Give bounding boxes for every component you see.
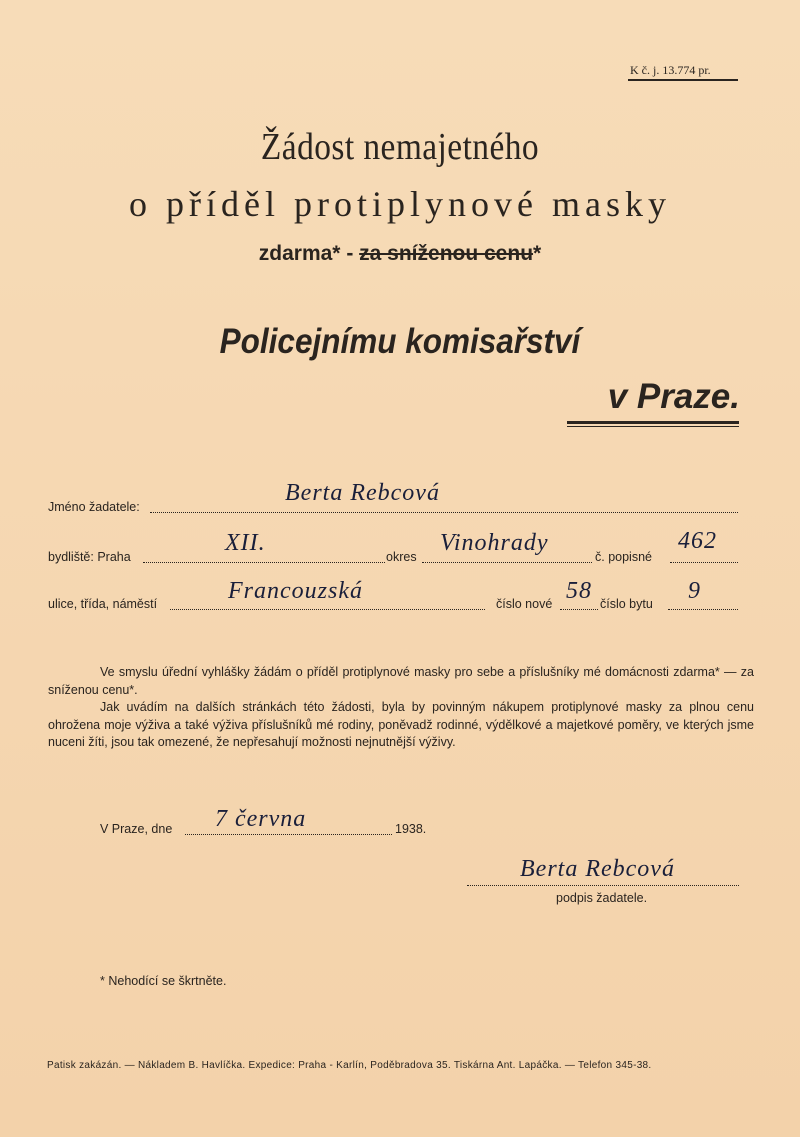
- declaration-text: [48, 664, 754, 752]
- name-label: Jméno žadatele:: [48, 500, 140, 514]
- okres-dotted-line: [422, 561, 592, 563]
- declaration-paragraph-2: Jak uvádím na dalších stránkách této žádosti, byla by povinným nákupem protiplynové masky za plnou cenu ohrožena moje výživa a také výživa příslušníků mé rodiny, poněvadž rodinné, výdělkové a majetkové poměry, ve kterých jsme nuceni žíti, jsou tak omezené, že nepřesahují možnosti nejnutnější výživy.: [48, 700, 754, 749]
- addressee-city: v Praze.: [607, 377, 740, 416]
- district-value[interactable]: XII.: [225, 530, 266, 556]
- date-label: V Praze, dne: [100, 822, 173, 836]
- cislo-bytu-value[interactable]: 9: [688, 578, 701, 604]
- cislo-nove-value[interactable]: 58: [566, 578, 592, 604]
- cislo-bytu-label: číslo bytu: [600, 597, 653, 611]
- name-value[interactable]: Berta Rebcová: [285, 480, 440, 506]
- cislo-bytu-dotted-line: [668, 608, 738, 610]
- city-underline-thin: [567, 426, 739, 427]
- price-reduced-struck: za sníženou cenu: [359, 242, 534, 265]
- declaration-paragraph-1: Ve smyslu úřední vyhlášky žádám o příděl protiplynové masky pro sebe a příslušníky mé domácnosti zdarma* — za sníženou cenu*.: [48, 665, 754, 697]
- popisne-dotted-line: [670, 561, 738, 563]
- signature-dotted-line: [467, 884, 739, 886]
- street-value[interactable]: Francouzská: [228, 578, 363, 604]
- signature-value[interactable]: Berta Rebcová: [520, 856, 675, 882]
- price-reduced-asterisk: *: [533, 242, 542, 265]
- date-value[interactable]: 7 června: [215, 806, 307, 832]
- date-year: 1938.: [395, 822, 427, 836]
- signature-label: podpis žadatele.: [556, 891, 648, 905]
- printer-footer: Patisk zakázán. — Nákladem B. Havlíčka. Expedice: Praha - Karlín, Poděbradova 35. Tiskárna Ant. Lapáčka. — Telefon 345-38.: [47, 1060, 652, 1071]
- cislo-nove-label: číslo nové: [496, 597, 553, 611]
- name-dotted-line: [150, 511, 738, 513]
- cislo-nove-dotted-line: [560, 608, 598, 610]
- form-title-line1: Žádost nemajetného: [260, 126, 540, 168]
- reference-number: K č. j. 13.774 pr.: [630, 63, 711, 77]
- street-label: ulice, třída, náměstí: [48, 597, 158, 611]
- street-dotted-line: [170, 608, 485, 610]
- residence-label: bydliště: Praha: [48, 550, 131, 564]
- reference-underline: [628, 79, 738, 81]
- date-dotted-line: [185, 833, 392, 835]
- city-underline: [567, 421, 739, 424]
- popisne-value[interactable]: 462: [678, 528, 717, 554]
- okres-label: okres: [386, 550, 417, 564]
- form-title-price: [0, 242, 800, 266]
- addressee-office: Policejnímu komisařství: [219, 322, 581, 361]
- popisne-label: č. popisné: [595, 550, 652, 564]
- strike-note: * Nehodící se škrtněte.: [100, 974, 227, 988]
- district-dotted-line: [143, 561, 385, 563]
- price-free: zdarma* -: [258, 242, 354, 265]
- okres-value[interactable]: Vinohrady: [440, 530, 549, 556]
- form-title-line2: o příděl protiplynové masky: [129, 184, 671, 224]
